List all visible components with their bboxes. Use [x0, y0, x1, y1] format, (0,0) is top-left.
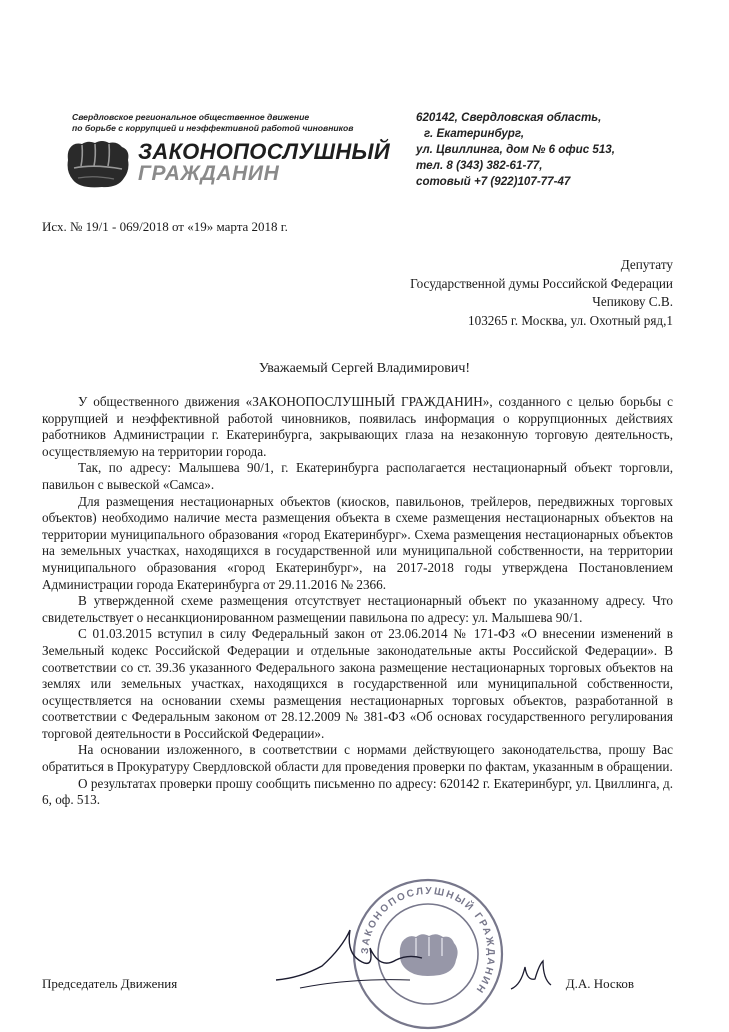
signature-flourish	[505, 955, 557, 995]
letter-body	[42, 394, 673, 809]
sender-address	[416, 110, 706, 190]
paragraph: У общественного движения «ЗАКОНОПОСЛУШНЫЙ ГРАЖДАНИН», созданного с целью борьбы с коррупцией и неэффективной работой чиновников, появилась информация о коррупционных действиях работников Администрации г. Екатеринбурга, закрывающих глаза на незаконную торговую деятельность, осуществляемую на территории города.	[42, 394, 673, 459]
paragraph: О результатах проверки прошу сообщить письменно по адресу: 620142 г. Екатеринбург, ул. Цвиллинга, д. 6, оф. 513.	[42, 775, 673, 808]
address-line: сотовый +7 (922)107-77-47	[416, 175, 571, 188]
recipient-block	[410, 256, 673, 330]
address-line: 620142, Свердловская область,	[416, 111, 602, 124]
organization-title: ЗАКОНОПОСЛУШНЫЙ	[138, 139, 390, 164]
recipient-line: Государственной думы Российской Федерации	[410, 275, 673, 291]
paragraph: На основании изложенного, в соответствии с нормами действующего законодательства, прошу Вас обратиться в Прокуратуру Свердловской области для проведения проверки по фактам, указанным в обращении.	[42, 742, 673, 775]
paragraph: В утвержденной схеме размещения отсутствует нестационарный объект по указанному адресу. Что свидетельствует о несанкционированном размещении павильона по адресу: ул. Малышева 90/1.	[42, 593, 673, 625]
recipient-line: Депутату	[620, 257, 673, 272]
paragraph: С 01.03.2015 вступил в силу Федеральный закон от 23.06.2014 № 171-ФЗ «О внесении изменений в Земельный кодекс Российской Федерации и отдельные законодательные акты Российской Федерации». В соответствии со ст. 39.36 указанного Федерального закона размещение нестационарных торговых объектов на землях или земельных участках, находящихся в государственной или муниципальной собственности, осуществляется на основании схемы размещения нестационарных торговых объектов, разработанной в соответствии с Федеральным законом от 28.12.2009 № 381-ФЗ «Об основах государственного регулирования торговой деятельности в Российской Федерации».	[42, 626, 673, 741]
fist-logo-icon	[64, 138, 134, 190]
organization-line-1: Свердловское региональное общественное движение	[72, 112, 310, 122]
address-line: г. Екатеринбург,	[424, 127, 525, 140]
stamp-ring-text: ЗАКОНОПОСЛУШНЫЙ ГРАЖДАНИН	[359, 885, 497, 996]
organization-description	[72, 112, 382, 134]
organization-subtitle: ГРАЖДАНИН	[138, 162, 280, 185]
signer-name: Д.А. Носков	[565, 976, 634, 991]
address-line: тел. 8 (343) 382-61-77,	[416, 159, 543, 172]
outgoing-reference: Исх. № 19/1 - 069/2018 от «19» марта 2018 г.	[42, 219, 288, 234]
paragraph: Так, по адресу: Малышева 90/1, г. Екатеринбурга располагается нестационарный объект торговли, павильон с вывеской «Самса».	[42, 460, 673, 492]
salutation: Уважаемый Сергей Владимирович!	[258, 361, 471, 376]
signer-role: Председатель Движения	[42, 976, 178, 991]
address-line: ул. Цвиллинга, дом № 6 офис 513,	[416, 143, 615, 156]
organization-line-2: по борьбе с коррупцией и неэффективной работой чиновников	[72, 123, 354, 133]
handwritten-signature	[270, 918, 430, 998]
recipient-line: 103265 г. Москва, ул. Охотный ряд,1	[468, 312, 673, 328]
paragraph: Для размещения нестационарных объектов (киосков, павильонов, трейлеров, передвижных торговых объектов) необходимо наличие места размещения объекта в схеме размещения нестационарных объектов на территории муниципального образования «город Екатеринбург». Схема размещения нестационарных объектов на земельных участках, находящихся в государственной или муниципальной собственности, на территории муниципального образования «город Екатеринбург», на 2017-2018 годы утверждена Постановлением Администрации города Екатеринбурга от 29.11.2016 № 2366.	[42, 493, 673, 592]
recipient-line: Чепикову С.В.	[592, 294, 673, 309]
